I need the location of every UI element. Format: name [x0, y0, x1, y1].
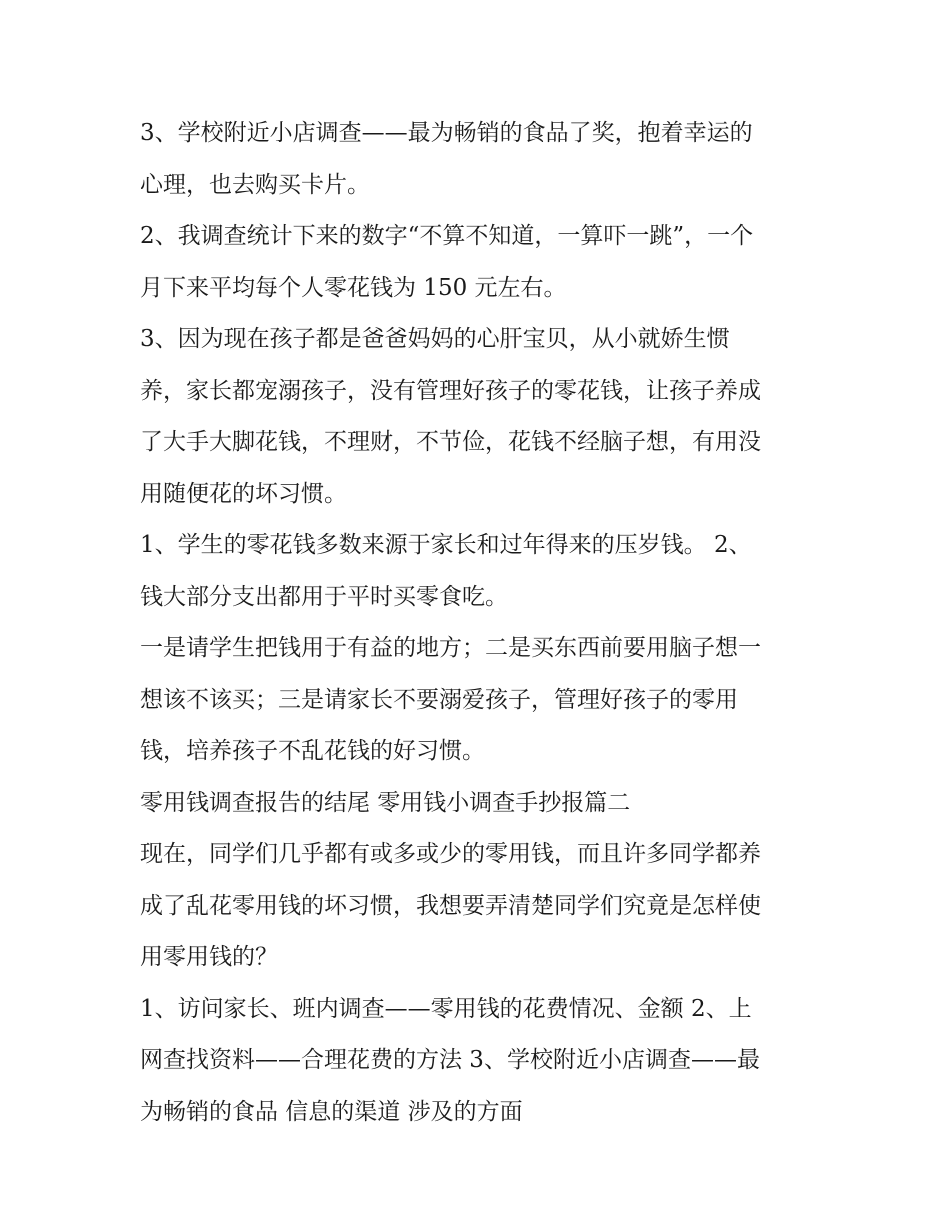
text-line: 3、因为现在孩子都是爸爸妈妈的心肝宝贝，从小就娇生惯: [140, 326, 730, 352]
section-heading: [140, 778, 820, 830]
text-line: 用零用钱的？: [140, 944, 278, 970]
text-line: 了大手大脚花钱，不理财，不节俭，花钱不经脑子想，有用没: [140, 429, 761, 455]
text-line: 想该不该买；三是请家长不要溺爱孩子，管理好孩子的零用: [140, 686, 738, 713]
paragraph-shop-survey: [140, 108, 820, 211]
text-line: 一是请学生把钱用于有益的地方；二是买东西前要用脑子想一: [140, 635, 761, 661]
text-line: 钱大部分支出都用于平时买零食吃。: [140, 583, 508, 610]
text-line: 1、访问家长、班内调查——零用钱的花费情况、金额 2、上: [140, 995, 752, 1022]
heading-line: 零用钱调查报告的结尾 零用钱小调查手抄报篇二: [140, 789, 631, 816]
paragraph-introduction: [140, 829, 820, 984]
text-line: 1、学生的零花钱多数来源于家长和过年得来的压岁钱。 2、: [140, 532, 752, 558]
paragraph-findings: [140, 520, 820, 623]
paragraph-reasons: [140, 314, 820, 520]
text-line: 成了乱花零用钱的坏习惯，我想要弄清楚同学们究竟是怎样使: [140, 892, 761, 919]
paragraph-statistics: [140, 211, 820, 314]
text-line: 心理，也去购买卡片。: [140, 171, 370, 198]
text-line: 2、我调查统计下来的数字“不算不知道，一算吓一跳”，一个: [140, 223, 754, 249]
text-line: 养，家长都宠溺孩子，没有管理好孩子的零花钱，让孩子养成: [140, 377, 761, 404]
text-line: 钱，培养孩子不乱花钱的好习惯。: [140, 738, 485, 764]
text-line: 为畅销的食品 信息的渠道 涉及的方面: [140, 1098, 523, 1125]
text-line: 3、学校附近小店调查——最为畅销的食品了奖，抱着幸运的: [140, 120, 753, 146]
document-body: [140, 108, 820, 1138]
paragraph-suggestions: [140, 623, 820, 778]
text-line: 网查找资料——合理花费的方法 3、学校附近小店调查——最: [140, 1047, 760, 1073]
paragraph-methods: [140, 984, 820, 1139]
text-line: 用随便花的坏习惯。: [140, 480, 347, 507]
text-line: 现在，同学们几乎都有或多或少的零用钱，而且许多同学都养: [140, 841, 761, 867]
text-line: 月下来平均每个人零花钱为 150 元左右。: [140, 274, 567, 301]
